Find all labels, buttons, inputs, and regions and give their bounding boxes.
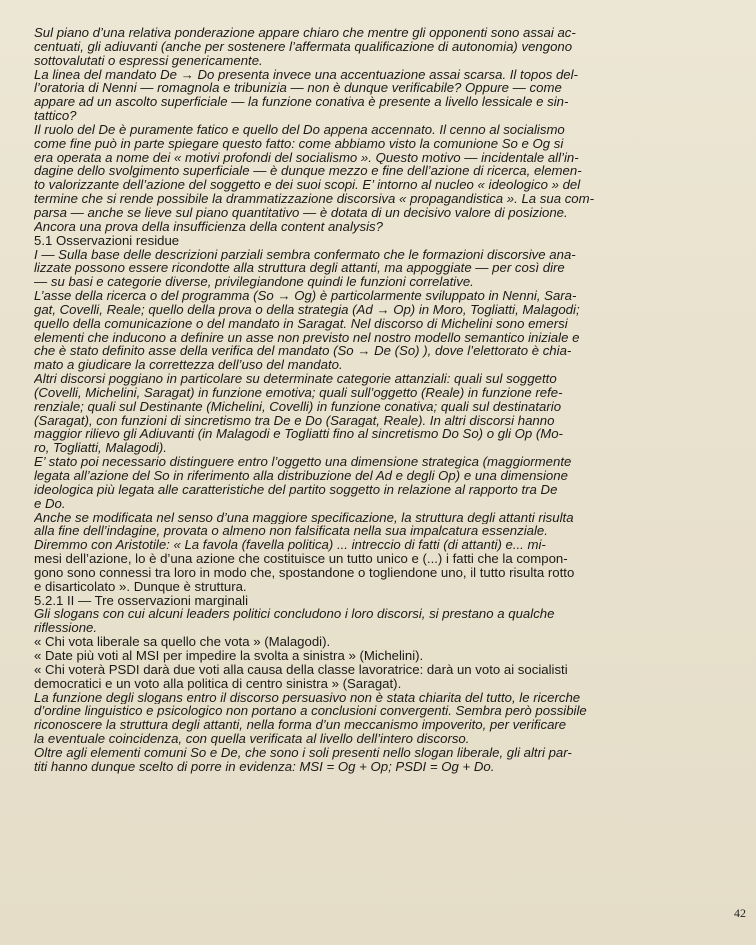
text-line: « Chi vota liberale sa quello che vota » (Malagodi).	[34, 635, 331, 649]
text-line: gat, Covelli, Reale; quello della prova o della strategia (Ad → Op) in Moro, Togliatti, Malagodi;	[34, 302, 580, 317]
text-line: ro, Togliatti, Malagodi).	[34, 441, 167, 456]
text-line: legata all’azione del So in riferimento alla distribuzione del Ad e degli Op) e una dimensione	[34, 469, 568, 483]
text-line: — su basi e categorie diverse, privilegiandone quindi le funzioni correlative.	[34, 275, 474, 290]
text-line: renziale; quali sul Destinante (Michelini, Covelli) in funzione conativa; quali sul destinatario	[34, 399, 562, 414]
text-line: riflessione.	[34, 621, 98, 636]
text-line: l’oratoria di Nenni — romagnola e tribunizia — non è dunque verificabile? Oppure — come	[34, 81, 562, 96]
text-line: e disarticolato ». Dunque è struttura.	[34, 579, 247, 594]
text-line: e Do.	[34, 496, 66, 511]
text-line: 5.2.1 II — Tre osservazioni marginali	[34, 593, 249, 608]
text-line: appare ad un ascolto superficiale — la funzione conativa è presente a livello lessicale e sin-	[34, 95, 569, 110]
text-line: mesi dell’azione, lo è d’una azione che costituisce un tutto unico e (...) i fatti che la compon-	[34, 552, 568, 566]
body-text	[34, 26, 724, 774]
text-line: come fine può in parte spiegare questo fatto: come abbiamo visto la comunione So e Og si	[34, 136, 564, 151]
text-line: d’ordine linguistico e psicologico non portano a conclusioni convergenti. Sembra però possibile	[34, 704, 587, 719]
text-line: I — Sulla base delle descrizioni parziali sembra confermato che le formazioni discorsive ana-	[34, 247, 576, 262]
text-line: mato a giudicare la correttezza dell’uso del mandato.	[34, 358, 343, 373]
text-line: sottovalutati o espressi genericamente.	[34, 53, 263, 68]
text-line: « Date più voti al MSI per impedire la svolta a sinistra » (Michelini).	[34, 648, 424, 663]
text-line: (Covelli, Michelini, Saragat) in funzione emotiva; quali sull’oggetto (Reale) in funzione refe-	[34, 385, 563, 400]
text-line: era operata a nome dei « motivi profondi del socialismo ». Questo motivo — incidentale all’in-	[34, 150, 579, 165]
text-line: gono sono connessi tra loro in modo che, spostandone o togliendone uno, il tutto risulta rotto	[34, 565, 575, 580]
text-line: quello della comunicazione o del mandato in Saragat. Nel discorso di Michelini sono emersi	[34, 316, 568, 331]
text-line: E’ stato poi necessario distinguere entro l’oggetto una dimensione strategica (maggiormente	[34, 455, 572, 469]
text-line: « Chi voterà PSDI darà due voti alla causa della classe lavoratrice: darà un voto ai socialisti	[34, 662, 568, 677]
text-line: (Saragat), con funzioni di sincretismo tra De e Do (Saragat, Reale). In altri discorsi hanno	[34, 413, 555, 428]
text-line: La linea del mandato De → Do presenta invece una accentuazione assai scarsa. Il topos del-	[34, 67, 578, 82]
text-line: democratici e un voto alla politica di centro sinistra » (Saragat).	[34, 676, 402, 691]
text-line: che è stato definito asse della verifica del mandato (So → De (So) ), dove l’elettorato è chia-	[34, 344, 572, 359]
text-line: Gli slogans con cui alcuni leaders politici concludono i loro discorsi, si prestano a qualche	[34, 607, 555, 622]
text-line: lizzate possono essere ricondotte alla struttura degli attanti, ma appoggiate — per così dire	[34, 261, 565, 276]
text-line: dagine dello svolgimento superficiale — è dunque mezzo e fine dell’azione di ricerca, elemen-	[34, 164, 582, 179]
text-line: Anche se modificata nel senso d’una maggiore specificazione, la struttura degli attanti risulta	[34, 510, 574, 525]
text-line: parsa — anche se lieve sul piano quantitativo — è dotata di un decisivo valore di posizione.	[34, 205, 568, 220]
text-line: titi hanno dunque scelto di porre in evidenza: MSI = Og + Op; PSDI = Og + Do.	[34, 759, 495, 774]
text-line: to valorizzante dell’azione del soggetto e dei suoi scopi. E’ intorno al nucleo « ideologico » del	[34, 178, 581, 193]
text-line: termine che si rende possibile la drammatizzazione discorsiva « propagandistica ». La sua com-	[34, 192, 595, 206]
text-line: ideologica più legata alle caratteristiche del partito soggetto in relazione al rapporto tra De	[34, 482, 558, 497]
text-line: Ancora una prova della insufficienza della content analysis?	[34, 219, 383, 234]
text-line: La funzione degli slogans entro il discorso persuasivo non è stata chiarita del tutto, le ricerche	[34, 690, 581, 705]
page-number: 42	[734, 906, 746, 920]
text-line: Il ruolo del De è puramente fatico e quello del Do appena accennato. Il cenno al socialismo	[34, 122, 565, 137]
text-line: 5.1 Osservazioni residue	[34, 233, 180, 248]
text-line: maggior rilievo gli Adiuvanti (in Malagodi e Togliatti fino al sincretismo Do So) o gli Op (Mo-	[34, 427, 563, 442]
text-line: centuati, gli adiuvanti (anche per sostenere l’affermata qualificazione di autonomia) vengono	[34, 39, 573, 54]
text-line: elementi che inducono a definire un asse non previsto nel nostro modello semantico iniziale e	[34, 330, 580, 345]
text-line: Oltre agli elementi comuni So e De, che sono i soli presenti nello slogan liberale, gli altri par-	[34, 745, 572, 760]
text-line: Diremmo con Aristotile: « La favola (favella politica) ... intreccio di fatti (di attanti) e... mi-	[34, 538, 546, 553]
text-line: riconoscere la struttura degli attanti, nella forma d’un meccanismo impoverito, per verificare	[34, 718, 567, 733]
text-line: alla fine dell’indagine, provata o almeno non falsificata nella sua impalcatura essenziale.	[34, 524, 548, 539]
text-line: Altri discorsi poggiano in particolare su determinate categorie attanziali: quali sul soggetto	[34, 372, 557, 386]
text-line: Sul piano d’una relativa ponderazione appare chiaro che mentre gli opponenti sono assai ac-	[34, 26, 576, 40]
text-line: tattico?	[34, 109, 77, 123]
text-line: la eventuale coincidenza, con quella verificata al livello dell’intero discorso.	[34, 732, 470, 746]
text-line: L’asse della ricerca o del programma (So → Og) è particolarmente sviluppato in Nenni, Sara-	[34, 289, 577, 303]
